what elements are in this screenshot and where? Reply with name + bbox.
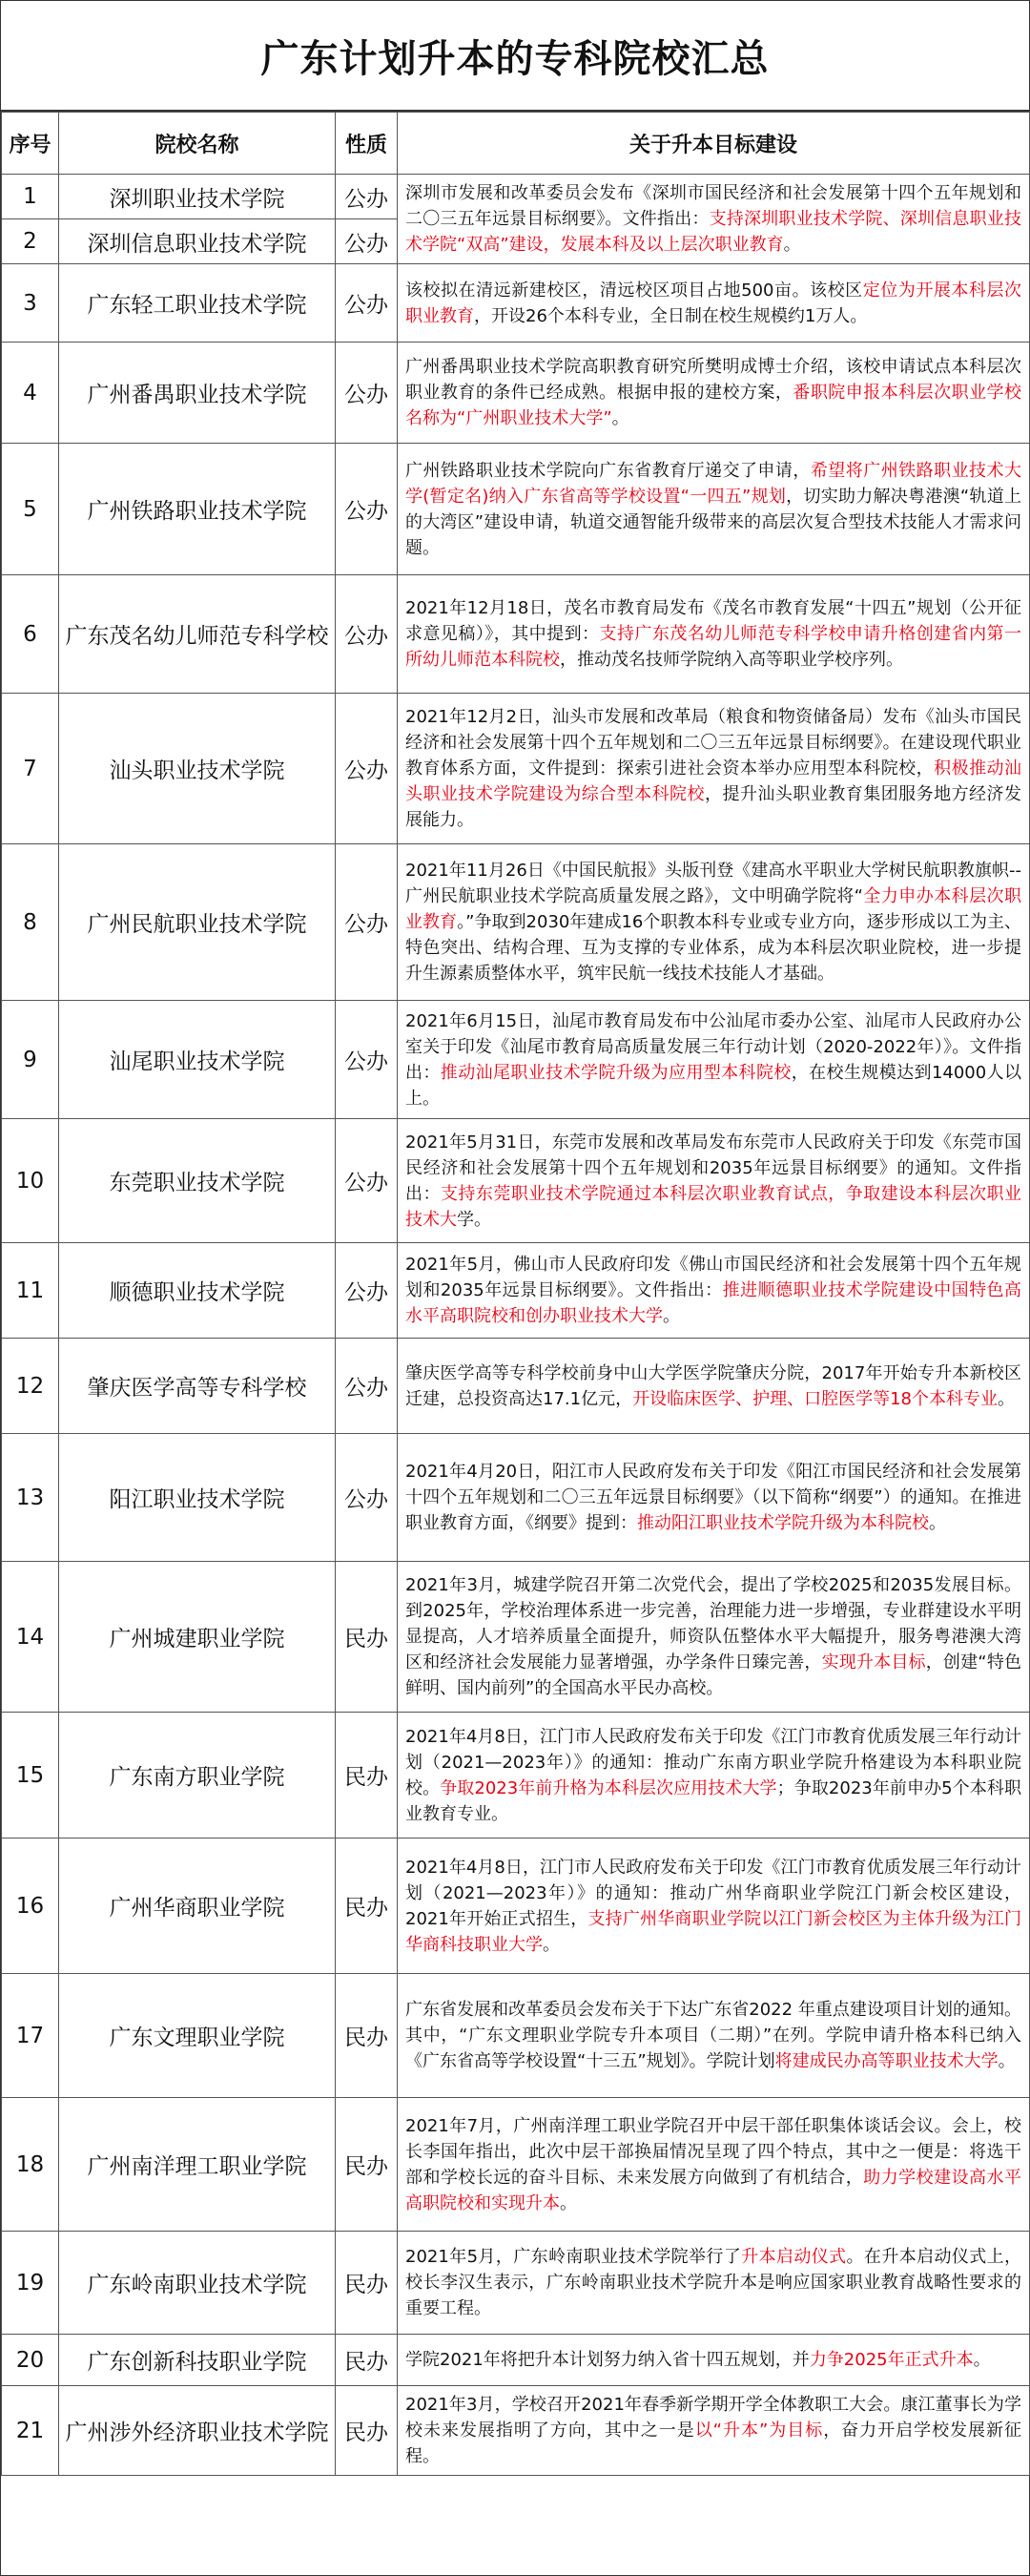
school-type: 民办 bbox=[336, 1839, 398, 1974]
upgrade-description bbox=[398, 694, 1030, 844]
school-name: 广东南方职业学院 bbox=[59, 1713, 336, 1839]
table-row bbox=[2, 694, 1030, 844]
table-row bbox=[2, 1119, 1030, 1243]
school-name: 广东岭南职业技术学院 bbox=[59, 2232, 336, 2335]
school-type: 公办 bbox=[336, 1243, 398, 1339]
row-number: 16 bbox=[2, 1839, 59, 1974]
upgrade-description bbox=[398, 1001, 1030, 1119]
desc-text: 深圳市发展和改革委员会发布《深圳市国民经济和社会发展第十四个五年规划和二〇三五年远景目标纲要》。文件指出： bbox=[405, 183, 1021, 229]
upgrade-description bbox=[398, 2386, 1030, 2476]
school-name: 汕头职业技术学院 bbox=[59, 694, 336, 844]
desc-text: 2021年3月，城建学院召开第二次党代会，提出了学校2025和2035发展目标。到2025年，学校治理体系进一步完善，治理能力进一步增强，专业群建设水平明显提高，人才培养质量全面提升，师资队伍整体水平大幅提升，服务粤港澳大湾区和经济社会发展能力显著增强，办学条件日臻完善， bbox=[405, 1575, 1022, 1672]
highlight-text: 升本启动仪式 bbox=[741, 2247, 847, 2267]
desc-text: 学院2021年将把升本计划努力纳入省十四五规划，并 bbox=[405, 2350, 810, 2370]
highlight-text: 支持广东茂名幼儿师范专科学校申请升格创建省内第一所幼儿师范本科院校 bbox=[405, 624, 1021, 670]
highlight-text: 助力学校建设高水平高职院校和实现升本 bbox=[405, 2167, 1021, 2213]
school-type: 公办 bbox=[336, 444, 398, 575]
row-number: 6 bbox=[2, 575, 59, 694]
desc-text: 2021年5月31日，东莞市发展和改革局发布东莞市人民政府关于印发《东莞市国民经济和社会发展第十四个五年规划和2035年远景目标纲要》的通知。文件指出： bbox=[405, 1132, 1021, 1204]
row-number: 14 bbox=[2, 1562, 59, 1713]
upgrade-description bbox=[398, 1562, 1030, 1713]
highlight-text: 支持广州华商职业学院以江门新会校区为主体升级为江门华商科技职业大学 bbox=[405, 1908, 1021, 1955]
row-number: 2 bbox=[2, 219, 59, 264]
school-name: 广州涉外经济职业技术学院 bbox=[59, 2386, 336, 2476]
upgrade-description bbox=[398, 2335, 1030, 2386]
header-num: 序号 bbox=[2, 113, 59, 175]
table-row bbox=[2, 2386, 1030, 2476]
row-number: 19 bbox=[2, 2232, 59, 2335]
row-number: 11 bbox=[2, 1243, 59, 1339]
desc-text: 2021年5月，广东岭南职业技术学院举行了 bbox=[405, 2247, 742, 2267]
highlight-text: 支持深圳职业技术学院、深圳信息职业技术学院“双高”建设，发展本科及以上层次职业教育 bbox=[405, 209, 1022, 255]
school-type: 公办 bbox=[336, 264, 398, 343]
highlight-text: 实现升本目标 bbox=[821, 1652, 926, 1672]
table-row bbox=[2, 844, 1030, 1001]
highlight-text: 争取2023年前升格为本科层次应用技术大学 bbox=[440, 1777, 777, 1798]
table-row bbox=[2, 264, 1030, 343]
desc-text: 。”争取到2030年建成16个职教本科专业或专业方向，逐步形成以工为主、特色突出、结构合理、互为支撑的专业体系，成为本科层次职业院校，进一步提升生源素质整体水平，筑牢民航一线技术技能人才基础。 bbox=[405, 912, 1021, 984]
header-type: 性质 bbox=[336, 113, 398, 175]
school-type: 公办 bbox=[336, 219, 398, 264]
desc-text: 广东省发展和改革委员会发布关于下达广东省2022 年重点建设项目计划的通知。其中，“广东文理职业学院专升本项目（二期）”在列。学院申请升格本科已纳入《广东省高等学校设置“十三五”规划》。学院计划 bbox=[405, 2000, 1021, 2071]
school-name: 阳江职业技术学院 bbox=[59, 1434, 336, 1562]
desc-text: 肇庆医学高等专科学校前身中山大学医学院肇庆分院，2017年开始专升本新校区迁建，总投资高达17.1亿元， bbox=[405, 1362, 1021, 1409]
desc-text: 。 bbox=[973, 2350, 991, 2370]
school-type: 公办 bbox=[336, 844, 398, 1001]
row-number: 20 bbox=[2, 2335, 59, 2386]
desc-text: ，奋力开启学校发展新征程。 bbox=[405, 2420, 1022, 2466]
desc-text: ，创建“特色鲜明、国内前列”的全国高水平民办高校。 bbox=[405, 1652, 1022, 1698]
row-number: 21 bbox=[2, 2386, 59, 2476]
school-name: 广东轻工职业技术学院 bbox=[59, 264, 336, 343]
school-type: 公办 bbox=[336, 343, 398, 444]
school-type: 公办 bbox=[336, 694, 398, 844]
school-type: 民办 bbox=[336, 1562, 398, 1713]
school-type: 公办 bbox=[336, 575, 398, 694]
school-name: 深圳信息职业技术学院 bbox=[59, 219, 336, 264]
desc-text: 2021年4月8日，江门市人民政府发布关于印发《江门市教育优质发展三年行动计划（2021—2023年）》的通知：推动广州华商职业学院江门新会校区建设，2021年开始正式招生， bbox=[405, 1857, 1021, 1929]
table-row bbox=[2, 1339, 1030, 1434]
school-type: 民办 bbox=[336, 1974, 398, 2098]
desc-text: 。 bbox=[663, 1306, 680, 1326]
desc-text: 。 bbox=[543, 1934, 560, 1955]
table-row bbox=[2, 2335, 1030, 2386]
desc-text: ，提升汕头职业教育集团服务地方经济发展能力。 bbox=[405, 784, 1021, 830]
highlight-text: 希望将广州铁路职业技术大学(暂定名)纳入广东省高等学校设置“一四五”规划 bbox=[405, 460, 1022, 507]
row-number: 18 bbox=[2, 2098, 59, 2232]
highlight-text: 将建成民办高等职业技术大学 bbox=[774, 2051, 999, 2071]
school-name: 广东创新科技职业学院 bbox=[59, 2335, 336, 2386]
highlight-text: 推动汕尾职业技术学院升级为应用型本科院校 bbox=[440, 1062, 792, 1083]
desc-text: ，在校生规模达到14000人以上。 bbox=[405, 1062, 1022, 1109]
table-row bbox=[2, 575, 1030, 694]
desc-text: 。 bbox=[998, 2051, 1016, 2071]
title-bar bbox=[1, 1, 1029, 112]
highlight-text: 推动阳江职业技术学院升级为本科院校 bbox=[637, 1513, 929, 1533]
school-name: 东莞职业技术学院 bbox=[59, 1119, 336, 1243]
table-row bbox=[2, 1001, 1030, 1119]
desc-text: ；争取2023年前申办5个本科职业教育专业。 bbox=[405, 1777, 1021, 1824]
school-name: 顺德职业技术学院 bbox=[59, 1243, 336, 1339]
upgrade-description bbox=[398, 444, 1030, 575]
row-number: 5 bbox=[2, 444, 59, 575]
row-number: 13 bbox=[2, 1434, 59, 1562]
desc-text: 2021年11月26日《中国民航报》头版刊登《建高水平职业大学树民航职教旗帜--广州民航职业技术学院高质量发展之路》，文中明确学院将“ bbox=[405, 861, 1021, 906]
table-row bbox=[2, 1713, 1030, 1839]
desc-text: 2021年5月，佛山市人民政府印发《佛山市国民经济和社会发展第十四个五年规划和2035年远景目标纲要》。文件指出： bbox=[405, 1255, 1021, 1300]
school-type: 公办 bbox=[336, 1119, 398, 1243]
table-row bbox=[2, 175, 1030, 219]
highlight-text: 以“升本”为目标 bbox=[694, 2420, 824, 2441]
highlight-text: 定位为开展本科层次职业教育 bbox=[405, 280, 1021, 326]
upgrade-description bbox=[398, 264, 1030, 343]
highlight-text: 番职院申报本科层次职业学校名称为“广州职业技术大学” bbox=[405, 383, 1022, 428]
upgrade-description bbox=[398, 343, 1030, 444]
schools-table bbox=[1, 112, 1030, 2476]
school-name: 深圳职业技术学院 bbox=[59, 175, 336, 219]
table-body bbox=[2, 175, 1030, 2476]
school-name: 广州民航职业技术学院 bbox=[59, 844, 336, 1001]
upgrade-description bbox=[398, 1119, 1030, 1243]
desc-text: ，推动茂名技师学院纳入高等职业学校序列。 bbox=[560, 650, 903, 670]
school-type: 公办 bbox=[336, 1001, 398, 1119]
desc-text: ，切实助力解决粤港澳“轨道上的大湾区”建设申请，轨道交通智能升级带来的高层次复合型技术技能人才需求问题。 bbox=[405, 486, 1021, 558]
school-type: 民办 bbox=[336, 2232, 398, 2335]
school-type: 公办 bbox=[336, 175, 398, 219]
desc-text: 2021年7月，广州南洋理工职业学院召开中层干部任职集体谈话会议。会上，校长李国年指出，此次中层干部换届情况呈现了四个特点，其中之一便是：将选干部和学校长远的奋斗目标、未来发展方向做到了有机结合， bbox=[405, 2115, 1021, 2188]
upgrade-description bbox=[398, 1974, 1030, 2098]
header-name: 院校名称 bbox=[59, 113, 336, 175]
row-number: 9 bbox=[2, 1001, 59, 1119]
desc-text: 。在升本启动仪式上，校长李汉生表示，广东岭南职业技术学院升本是响应国家职业教育战略性要求的重要工程。 bbox=[405, 2247, 1022, 2318]
header-desc: 关于升本目标建设 bbox=[398, 113, 1030, 175]
school-name: 广州番禺职业技术学院 bbox=[59, 343, 336, 444]
upgrade-description bbox=[398, 1713, 1030, 1839]
upgrade-description bbox=[398, 1434, 1030, 1562]
table-row bbox=[2, 343, 1030, 444]
row-number: 17 bbox=[2, 1974, 59, 2098]
table-row bbox=[2, 1974, 1030, 2098]
school-name: 广州铁路职业技术学院 bbox=[59, 444, 336, 575]
desc-text: 。 bbox=[783, 235, 801, 255]
table-row bbox=[2, 444, 1030, 575]
desc-text: 2021年4月20日，阳江市人民政府发布关于印发《阳江市国民经济和社会发展第十四个五年规划和二〇三五年远景目标纲要》（以下简称“纲要”）的通知。在推进职业教育方面，《纲要》提到： bbox=[405, 1462, 1021, 1533]
school-name: 肇庆医学高等专科学校 bbox=[59, 1339, 336, 1434]
school-type: 民办 bbox=[336, 2386, 398, 2476]
desc-text: 该校拟在清远新建校区，清远校区项目占地500亩。该校区 bbox=[405, 280, 863, 301]
desc-text: 学。 bbox=[457, 1209, 491, 1230]
school-type: 民办 bbox=[336, 2098, 398, 2232]
table-row bbox=[2, 1562, 1030, 1713]
highlight-text: 开设临床医学、护理、口腔医学等18个本科专业 bbox=[632, 1388, 998, 1409]
shared-description bbox=[398, 175, 1030, 264]
upgrade-description bbox=[398, 1339, 1030, 1434]
desc-text: 2021年3月，学校召开2021年春季新学期开学全体教职工大会。康江董事长为学校未来发展指明了方向，其中之一是 bbox=[405, 2395, 1021, 2441]
row-number: 8 bbox=[2, 844, 59, 1001]
school-name: 汕尾职业技术学院 bbox=[59, 1001, 336, 1119]
desc-text: 2021年12月2日，汕头市发展和改革局（粮食和物资储备局）发布《汕头市国民经济和社会发展第十四个五年规划和二〇三五年远景目标纲要》。在建设现代职业教育体系方面，文件提到：探索引进社会资本举办应用型本科院校， bbox=[405, 707, 1021, 779]
highlight-text: 全力申办本科层次职业教育 bbox=[405, 886, 1021, 932]
school-name: 广东文理职业学院 bbox=[59, 1974, 336, 2098]
table-row bbox=[2, 1434, 1030, 1562]
desc-text: 。 bbox=[929, 1513, 946, 1533]
school-name: 广州城建职业学院 bbox=[59, 1562, 336, 1713]
table-row bbox=[2, 1839, 1030, 1974]
row-number: 12 bbox=[2, 1339, 59, 1434]
row-number: 7 bbox=[2, 694, 59, 844]
upgrade-description bbox=[398, 844, 1030, 1001]
desc-text: 2021年4月8日，江门市人民政府发布关于印发《江门市教育优质发展三年行动计划（2021—2023年）》的通知：推动广东南方职业学院升格建设为本科职业院校。 bbox=[405, 1726, 1021, 1798]
row-number: 3 bbox=[2, 264, 59, 343]
table-header-row bbox=[2, 113, 1030, 175]
highlight-text: 积极推动汕头职业技术学院建设为综合型本科院校 bbox=[405, 758, 1022, 804]
highlight-text: 推进顺德职业技术学院建设中国特色高水平高职院校和创办职业技术大学 bbox=[405, 1280, 1022, 1326]
school-type: 公办 bbox=[336, 1339, 398, 1434]
desc-text: 广州铁路职业技术学院向广东省教育厅递交了申请， bbox=[405, 460, 811, 481]
upgrade-description bbox=[398, 2098, 1030, 2232]
desc-text: 。 bbox=[997, 1388, 1015, 1409]
upgrade-description bbox=[398, 1839, 1030, 1974]
table-row bbox=[2, 1243, 1030, 1339]
desc-text: 。 bbox=[560, 2192, 577, 2213]
row-number: 15 bbox=[2, 1713, 59, 1839]
highlight-text: 支持东莞职业技术学院通过本科层次职业教育试点，争取建设本科层次职业技术大 bbox=[405, 1183, 1022, 1230]
desc-text: 2021年6月15日，汕尾市教育局发布中公汕尾市委办公室、汕尾市人民政府办公室关于印发《汕尾市教育局高质量发展三年行动计划（2020-2022年）》。文件指出： bbox=[405, 1010, 1021, 1083]
row-number: 10 bbox=[2, 1119, 59, 1243]
desc-text: 2021年12月18日，茂名市教育局发布《茂名市教育发展“十四五”规划（公开征求意见稿）》，其中提到： bbox=[405, 598, 1021, 644]
page-title: 广东计划升本的专科院校汇总 bbox=[260, 36, 770, 81]
upgrade-description bbox=[398, 1243, 1030, 1339]
upgrade-description bbox=[398, 2232, 1030, 2335]
desc-text: 。 bbox=[611, 408, 629, 428]
row-number: 1 bbox=[2, 175, 59, 219]
desc-text: 广州番禺职业技术学院高职教育研究所樊明成博士介绍，该校申请试点本科层次职业教育的条件已经成熟。根据申报的建校方案， bbox=[405, 357, 1021, 403]
desc-text: ，开设26个本科专业，全日制在校生规模约1万人。 bbox=[474, 305, 868, 326]
school-name: 广州华商职业学院 bbox=[59, 1839, 336, 1974]
school-type: 公办 bbox=[336, 1434, 398, 1562]
highlight-text: 力争2025年正式升本 bbox=[809, 2350, 974, 2370]
upgrade-description bbox=[398, 575, 1030, 694]
row-number: 4 bbox=[2, 343, 59, 444]
table-row bbox=[2, 2098, 1030, 2232]
school-name: 广州南洋理工职业学院 bbox=[59, 2098, 336, 2232]
school-type: 民办 bbox=[336, 1713, 398, 1839]
school-type: 民办 bbox=[336, 2335, 398, 2386]
table-row bbox=[2, 2232, 1030, 2335]
school-name: 广东茂名幼儿师范专科学校 bbox=[59, 575, 336, 694]
